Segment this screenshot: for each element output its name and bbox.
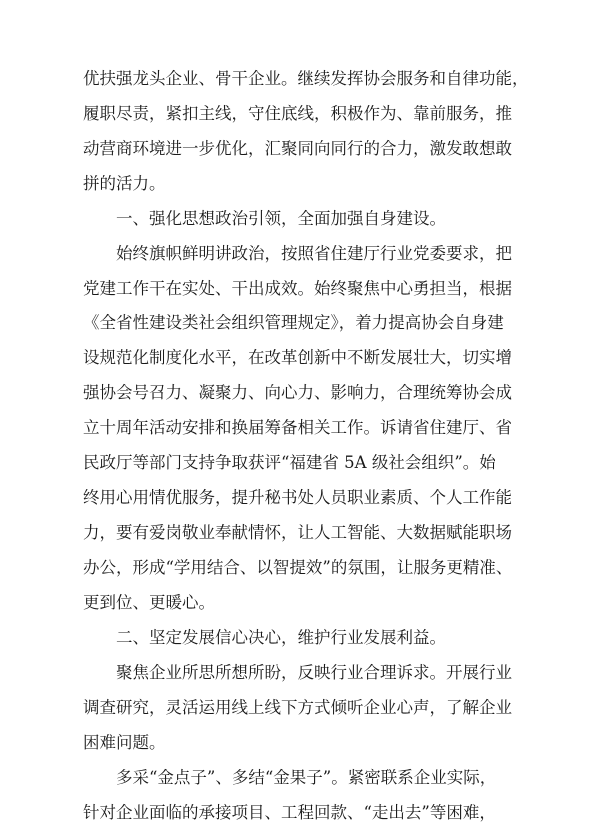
body-text-line: 力，要有爱岗敬业奉献情怀，让人工智能、大数据赋能职场 [83, 523, 512, 542]
body-text-line: 设规范化制度化水平，在改革创新中不断发展壮大，切实增 [83, 348, 512, 367]
body-text-line: 困难问题。 [83, 733, 166, 752]
body-text-line: 《全省性建设类社会组织管理规定》，着力提高协会自身建 [83, 313, 504, 332]
section-heading-1: 一、强化思想政治引领，全面加强自身建设。 [83, 209, 446, 228]
body-text-line: 终用心用情优服务，提升秘书处人员职业素质、个人工作能 [83, 488, 512, 507]
body-text-line: 针对企业面临的承接项目、工程回款、“走出去”等困难， [83, 803, 496, 822]
body-text-line: 拼的活力。 [83, 174, 166, 193]
body-text-line: 更到位、更暖心。 [83, 593, 215, 612]
section-heading-2: 二、坚定发展信心决心，维护行业发展利益。 [83, 628, 446, 647]
body-text-line: 多采“金点子”、多结“金果子”。紧密联系企业实际， [83, 768, 497, 787]
body-text-line: 优扶强龙头企业、骨干企业。继续发挥协会服务和自律功能， [83, 69, 529, 88]
body-text-line: 强协会号召力、凝聚力、向心力、影响力，合理统筹协会成 [83, 383, 512, 402]
body-text-line: 聚焦企业所思所想所盼，反映行业合理诉求。开展行业 [83, 663, 512, 682]
body-text-line: 办公，形成“学用结合、以智提效”的氛围，让服务更精准、 [83, 558, 513, 577]
body-text-line: 党建工作干在实处、干出成效。始终聚焦中心勇担当，根据 [83, 279, 512, 298]
body-text-line: 动营商环境进一步优化，汇聚同向同行的合力，激发敢想敢 [83, 139, 512, 158]
body-text-line: 履职尽责，紧扣主线，守住底线，积极作为、靠前服务，推 [83, 104, 512, 123]
body-text-line: 立十周年活动安排和换届筹备相关工作。诉请省住建厅、省 [83, 418, 512, 437]
body-text-line: 始终旗帜鲜明讲政治，按照省住建厅行业党委要求，把 [83, 244, 512, 263]
body-text-line: 民政厅等部门支持争取获评“福建省 5A 级社会组织”。始 [83, 453, 496, 472]
body-text-line: 调查研究，灵活运用线上线下方式倾听企业心声，了解企业 [83, 698, 512, 717]
